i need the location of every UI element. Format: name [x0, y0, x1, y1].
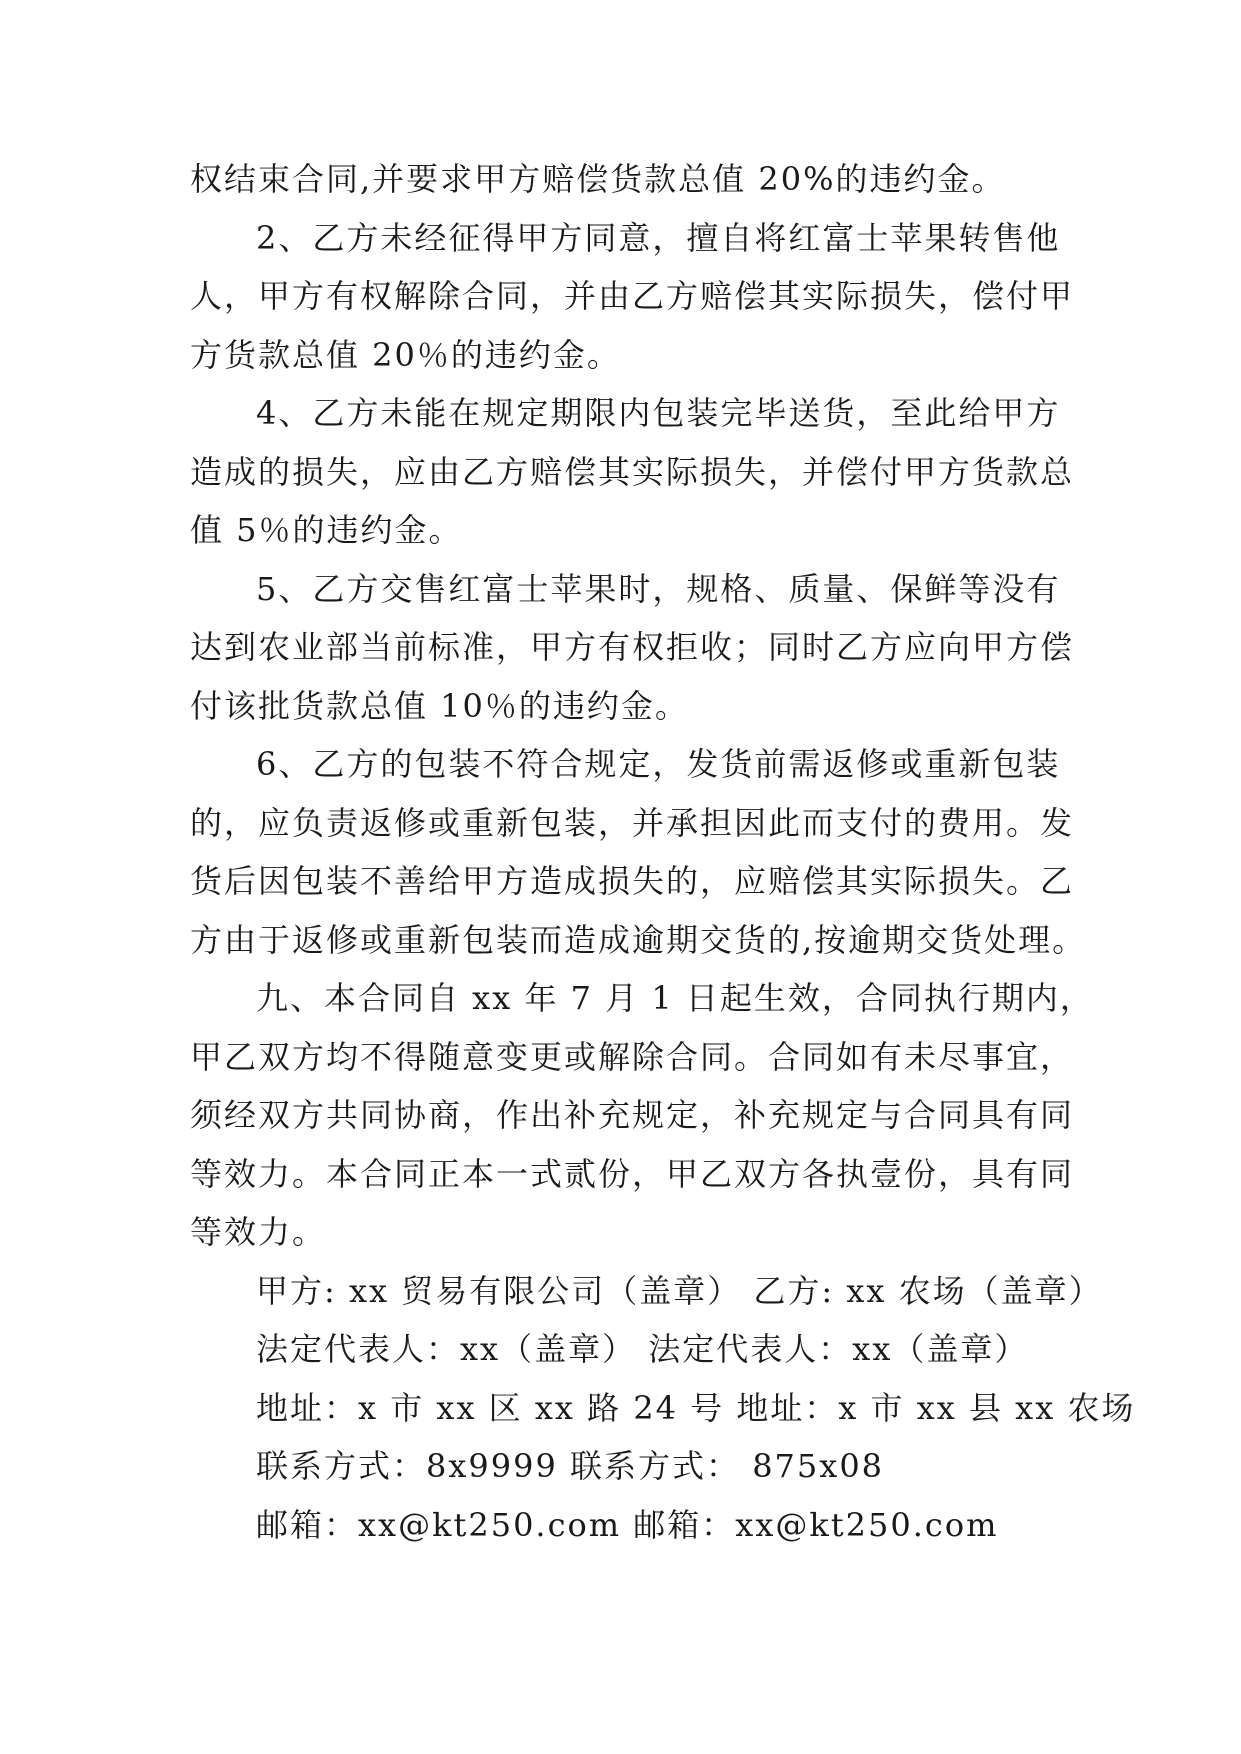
signature-block [190, 1262, 1136, 1555]
text-line: 等效力。 [190, 1213, 327, 1251]
addresses: 地址：x 市 xx 区 xx 路 24 号 地址：x 市 xx 县 xx 农场 [256, 1388, 1136, 1427]
paragraph-clause-2 [190, 209, 1075, 385]
text-line: 值 5％的违约金。 [190, 511, 463, 549]
text-line: 须经双方共同协商，作出补充规定，补充规定与合同具有同 [190, 1096, 1075, 1134]
contract-body [190, 150, 1136, 1554]
contact-numbers: 联系方式：8x9999 联系方式： 875x08 [256, 1447, 885, 1485]
text-line: 造成的损失，应由乙方赔偿其实际损失，并偿付甲方货款总 [190, 452, 1075, 491]
paragraph-clause-6 [190, 735, 1087, 969]
text-line: 权结束合同,并要求甲方赔偿货款总值 20%的违约金。 [190, 160, 1006, 198]
text-line: 5、乙方交售红富士苹果时，规格、质量、保鲜等没有 [256, 569, 1061, 608]
legal-representatives: 法定代表人：xx（盖章） 法定代表人：xx（盖章） [256, 1330, 1029, 1368]
text-line: 2、乙方未经征得甲方同意，擅自将红富士苹果转售他 [256, 218, 1061, 257]
text-line: 甲乙双方均不得随意变更或解除合同。合同如有未尽事宜， [190, 1037, 1075, 1076]
paragraph-clause-4 [190, 384, 1075, 560]
party-names: 甲方: xx 贸易有限公司（盖章） 乙方: xx 农场（盖章） [256, 1271, 1103, 1310]
text-line: 付该批货款总值 10％的违约金。 [190, 686, 689, 725]
text-line: 九、本合同自 xx 年 7 月 1 日起生效，合同执行期内， [256, 979, 1094, 1017]
text-line: 6、乙方的包装不符合规定，发货前需返修或重新包装 [256, 745, 1061, 783]
text-line: 货后因包装不善给甲方造成损失的，应赔偿其实际损失。乙 [190, 862, 1075, 900]
text-line: 方由于返修或重新包装而造成逾期交货的,按逾期交货处理。 [190, 920, 1087, 959]
paragraph-penalty-continuation [190, 150, 1070, 209]
text-line: 人，甲方有权解除合同，并由乙方赔偿其实际损失，偿付甲 [190, 277, 1075, 315]
paragraph-section-9 [190, 969, 1094, 1262]
text-line: 4、乙方未能在规定期限内包装完毕送货，至此给甲方 [256, 394, 1061, 432]
text-line: 方货款总值 20％的违约金。 [190, 335, 621, 374]
text-line: 达到农业部当前标准，甲方有权拒收；同时乙方应向甲方偿 [190, 628, 1075, 666]
emails: 邮箱：xx@kt250.com 邮箱：xx@kt250.com [256, 1505, 999, 1544]
text-line: 的，应负责返修或重新包装，并承担因此而支付的费用。发 [190, 803, 1075, 842]
text-line: 等效力。本合同正本一式贰份，甲乙双方各执壹份，具有同 [190, 1154, 1075, 1193]
paragraph-clause-5 [190, 560, 1075, 736]
